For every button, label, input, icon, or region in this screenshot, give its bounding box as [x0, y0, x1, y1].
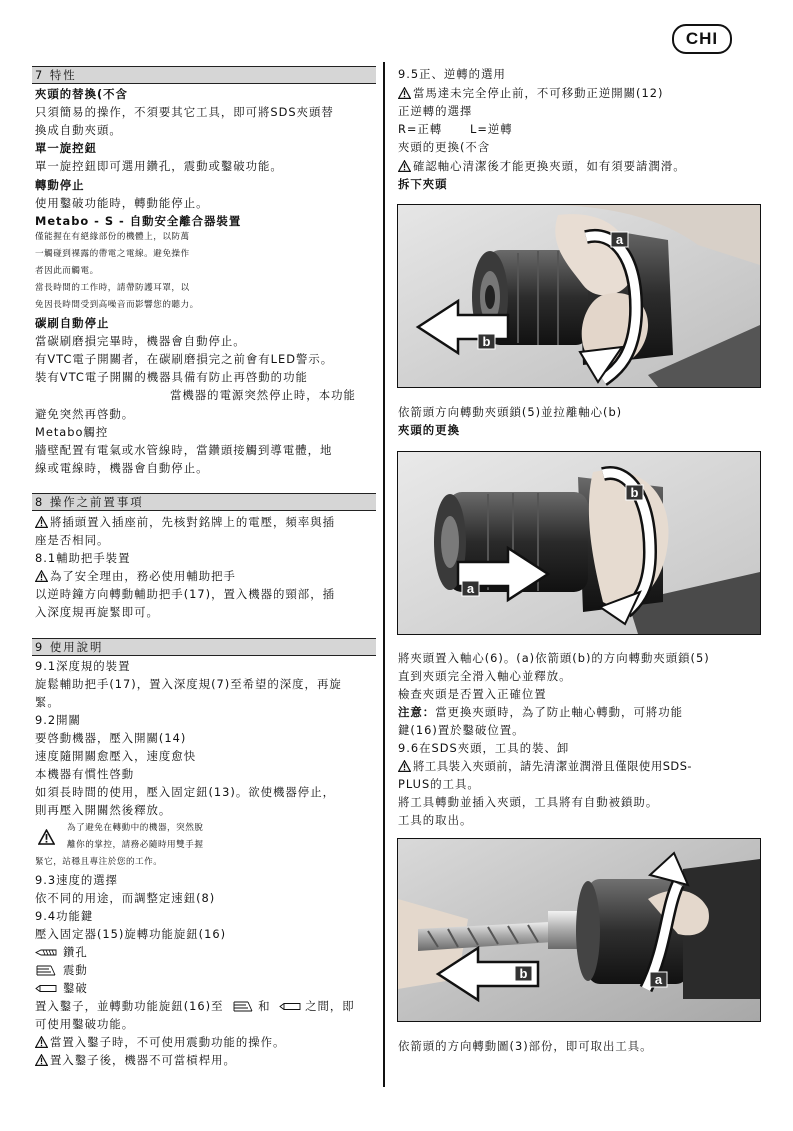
- paragraph: 裝有VTC電子開關的機器具備有防止再啓動的功能: [35, 370, 308, 384]
- subheading: 9.2開關: [35, 713, 81, 727]
- paragraph: 要啓動機器，壓入開關(14): [35, 731, 187, 745]
- heading-brush-stop: 碳刷自動停止: [35, 316, 110, 330]
- figure-1-illustration: [398, 205, 760, 387]
- paragraph: 則再壓入開關然後釋放。: [35, 803, 172, 817]
- heading-remove-chuck: 拆下夾頭: [398, 177, 448, 191]
- paragraph: 如須長時間的使用，壓入固定鈕(13)。欲使機器停止，: [35, 785, 335, 799]
- fig3-label-a: a: [654, 972, 663, 987]
- warning-line: [398, 158, 686, 174]
- warning-icon: [35, 516, 48, 528]
- caption: 將夾頭置入軸心(6)。(a)依箭頭(b)的方向轉動夾頭鎖(5): [398, 651, 710, 665]
- paragraph: 壓入固定器(15)旋轉功能旋鈕(16): [35, 927, 227, 941]
- figure-2-illustration: [398, 452, 760, 634]
- paragraph: 本機器有慣性啓動: [35, 767, 135, 781]
- paragraph: 以逆時鐘方向轉動輔助把手(17)，置入機器的頸部，插: [35, 587, 335, 601]
- section-8-title: 8 操作之前置事項: [32, 493, 376, 511]
- paragraph: 單一旋控鈕即可選用鑽孔，震動或鑿破功能。: [35, 159, 283, 173]
- paragraph: 將工具轉動並插入夾頭，工具將有自動被鎖助。: [398, 795, 659, 809]
- heading-touch: Metabo觸控: [35, 425, 109, 439]
- mode-chisel: [35, 980, 88, 996]
- subheading: 9.6在SDS夾頭，工具的裝、卸: [398, 741, 570, 755]
- mode-chisel-label: 鑿破: [63, 981, 88, 995]
- column-divider: [383, 62, 385, 1087]
- heading-clutch: Metabo - S - 自動安全離合器裝置: [35, 214, 242, 228]
- paragraph: 避免突然再啓動。: [35, 407, 135, 421]
- note-text: 當更換夾頭時，為了防止軸心轉動，可將功能: [435, 705, 684, 719]
- paragraph: 使用鑿破功能時，轉動能停止。: [35, 196, 209, 210]
- fig1-label-b: b: [482, 334, 491, 349]
- paragraph: 換成自動夾頭。: [35, 123, 122, 137]
- subheading: 9.5正、逆轉的選用: [398, 67, 506, 81]
- note-label: 注意：: [398, 705, 436, 719]
- paragraph: 夾頭的更換(不含: [398, 140, 491, 154]
- text-part: 之間，即: [305, 999, 355, 1013]
- note-line: [398, 704, 683, 720]
- warning-line: [35, 1034, 285, 1050]
- fig3-label-b: b: [519, 966, 528, 981]
- warning-line: [35, 568, 236, 584]
- warning-icon: [398, 760, 411, 772]
- paragraph: 旋鬆輔助把手(17)，置入深度規(7)至希望的深度，再旋: [35, 677, 342, 691]
- warning-text: 當馬達未完全停止前，不可移動正逆開關(12): [413, 86, 664, 100]
- paragraph: 正逆轉的選擇: [398, 104, 473, 118]
- paragraph: 速度隨開關愈壓入，速度愈快: [35, 749, 197, 763]
- heading-chuck-swap: 夾頭的替換(不含: [35, 87, 128, 101]
- paragraph: 緊。: [35, 695, 60, 709]
- small-note: 當長時間的工作時，請帶防護耳罩，以: [35, 283, 190, 293]
- figure-remove-chuck: [397, 204, 761, 388]
- small-note: 為了避免在轉動中的機器，突然脫: [67, 823, 204, 833]
- fig1-label-a: a: [615, 232, 624, 247]
- paragraph: [35, 998, 355, 1014]
- section-7-title: 7 特性: [32, 66, 376, 84]
- small-note: 者因此而觸電。: [35, 266, 99, 276]
- hammer-mode-icon: [232, 1001, 254, 1012]
- caption: 依箭頭方向轉動夾頭鎖(5)並拉離軸心(b): [398, 405, 623, 419]
- caption: 直到夾頭完全滑入軸心並釋放。: [398, 669, 572, 683]
- warning-icon: [35, 1036, 48, 1048]
- fig2-label-b: b: [630, 485, 639, 500]
- chisel-mode-icon: [279, 1001, 301, 1012]
- text-part: 和: [258, 999, 271, 1013]
- drill-mode-icon: [35, 947, 57, 958]
- r-label: R=正轉: [398, 122, 443, 136]
- warning-icon: [398, 160, 411, 172]
- paragraph: 當機器的電源突然停止時，本功能: [170, 388, 356, 402]
- paragraph: 工具的取出。: [398, 813, 473, 827]
- caption: 依箭頭的方向轉動圖(3)部份，即可取出工具。: [398, 1039, 653, 1053]
- heading-change-chuck: 夾頭的更換: [398, 423, 460, 437]
- warning-icon: [35, 1054, 48, 1066]
- language-badge: CHI: [672, 24, 732, 54]
- warning-icon: [398, 87, 411, 99]
- paragraph: 只須簡易的操作，不須要其它工具，即可將SDS夾頭替: [35, 105, 334, 119]
- warning-line: [35, 514, 335, 530]
- paragraph: 座是否相同。: [35, 533, 110, 547]
- heading-rotation-stop: 轉動停止: [35, 178, 85, 192]
- paragraph: 依不同的用途，而調整定速鈕(8): [35, 891, 216, 905]
- small-note: 免因長時間受到高噪音而影響您的聽力。: [35, 300, 199, 310]
- warning-line: [398, 758, 692, 774]
- warning-text: 確認軸心清潔後才能更換夾頭，如有須要請潤滑。: [413, 159, 686, 173]
- paragraph: 牆壁配置有電氣或水管線時，當鑽頭接觸到導電體，地: [35, 443, 333, 457]
- warning-line: [398, 85, 663, 101]
- small-note: 僅能握在有絕緣部份的機體上，以防萬: [35, 232, 190, 242]
- figure-tool-removal: [397, 838, 761, 1022]
- subheading: 9.4功能鍵: [35, 909, 94, 923]
- mode-drill-label: 鑽孔: [63, 945, 88, 959]
- warning-icon: [35, 570, 48, 582]
- subheading: 9.3速度的選擇: [35, 873, 119, 887]
- paragraph: 可使用鑿破功能。: [35, 1017, 135, 1031]
- small-note: 緊它，站穩且專注於您的工作。: [35, 857, 163, 867]
- warning-text: 將工具裝入夾頭前，請先清潔並潤滑且僅限使用SDS-: [413, 759, 693, 773]
- warning-text: 置入鑿子後，機器不可當槓桿用。: [50, 1053, 236, 1067]
- figure-install-chuck: [397, 451, 761, 635]
- warning-icon: [38, 829, 55, 845]
- paragraph: 線或電線時，機器會自動停止。: [35, 461, 209, 475]
- paragraph: 有VTC電子開關者，在碳刷磨損完之前會有LED警示。: [35, 352, 334, 366]
- hammer-mode-icon: [35, 965, 57, 976]
- paragraph: 檢查夾頭是否置入正確位置: [398, 687, 547, 701]
- mode-drill: [35, 944, 88, 960]
- l-label: L=逆轉: [470, 122, 513, 136]
- paragraph: 當碳刷磨損完畢時，機器會自動停止。: [35, 334, 246, 348]
- warning-text: 為了安全理由，務必使用輔助把手: [50, 569, 236, 583]
- subheading: 8.1輔助把手裝置: [35, 551, 131, 565]
- subheading: 9.1深度規的裝置: [35, 659, 131, 673]
- paragraph: 鍵(16)置於鑿破位置。: [398, 723, 525, 737]
- mode-hammer-label: 震動: [63, 963, 88, 977]
- chisel-mode-icon: [35, 983, 57, 994]
- fig2-label-a: a: [466, 581, 475, 596]
- warning-text: 將插頭置入插座前，先核對銘牌上的電壓，頻率與插: [50, 515, 335, 529]
- figure-3-illustration: [398, 839, 760, 1021]
- small-note: 離你的掌控，請務必隨時用雙手握: [67, 840, 204, 850]
- warning-text: 當置入鑿子時，不可使用震動功能的操作。: [50, 1035, 286, 1049]
- paragraph: PLUS的工具。: [398, 777, 480, 791]
- paragraph: 入深度規再旋緊即可。: [35, 605, 159, 619]
- section-9-title: 9 使用說明: [32, 638, 376, 656]
- text-part: 置入鑿子，並轉動功能旋鈕(16)至: [35, 999, 224, 1013]
- small-note: 一觸碰到裸露的帶電之電線。避免操作: [35, 249, 190, 259]
- mode-hammer: [35, 962, 88, 978]
- warning-line: [35, 1052, 236, 1068]
- heading-single-knob: 單一旋控鈕: [35, 141, 97, 155]
